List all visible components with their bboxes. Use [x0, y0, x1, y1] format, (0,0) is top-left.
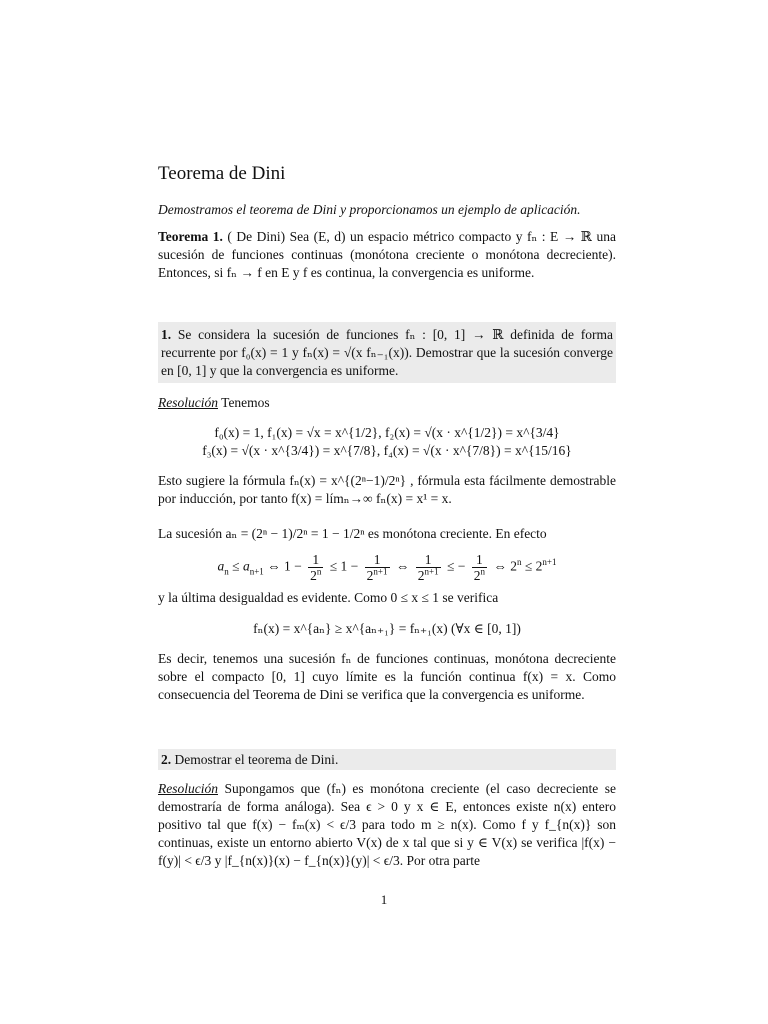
paragraph-conclusion: Es decir, tenemos una sucesión fₙ de funciones continuas, monótona decreciente sobre el compacto [0, 1] cuyo límite es la función continua f(x) = x. Como consecuencia del Teorema de Dini se verifica que la convergencia es uniforme. — [158, 651, 616, 702]
document-abstract: Demostramos el teorema de Dini y proporcionamos un ejemplo de aplicación. — [158, 202, 581, 217]
equation-f0-f2: f₀(x) = 1, f₁(x) = √x = x^{1/2}, f₂(x) = √(x · x^{1/2}) = x^{3/4} — [214, 425, 560, 440]
resolution-1-label: Resolución — [158, 395, 218, 410]
problem-2-box — [158, 749, 616, 770]
problem-1-text: Se considera la sucesión de funciones fₙ : [0, 1] → ℝ definida de forma recurrente por f₀(x) = 1 y fₙ(x) = √(x fₙ₋₁(x)). Demostrar que la sucesión converge en [0, 1] y que la convergencia es uniforme. — [161, 327, 613, 378]
paragraph-last-inequality: y la última desigualdad es evidente. Como 0 ≤ x ≤ 1 se verifica — [158, 590, 499, 605]
problem-2-text: Demostrar el teorema de Dini. — [174, 752, 339, 767]
equation-decreasing: fₙ(x) = x^{aₙ} ≥ x^{aₙ₊₁} = fₙ₊₁(x) (∀x ∈ [0, 1]) — [253, 621, 521, 636]
resolution-2-text: Supongamos que (fₙ) es monótona creciente (el caso decreciente se demostraría de forma análoga). Sea ϵ > 0 y x ∈ E, entonces existe n(x) entero positivo tal que f(x) − fₘ(x) < ϵ/3 para todo m ≥ n(x). Como f y f_{n(x)} son continuas, existe un entorno abierto V(x) de x tal que si y ∈ V(x) se verifica |f(x) − f(y)| < ϵ/3 y |f_{n(x)}(x) − f_{n(x)}(y)| < ϵ/3. Por otra parte — [158, 781, 617, 868]
problem-1-box — [158, 322, 616, 383]
theorem-label: Teorema 1. — [158, 229, 223, 244]
resolution-1-intro-text: Tenemos — [221, 395, 270, 410]
resolution-2-label: Resolución — [158, 781, 218, 796]
resolution-1-intro — [158, 394, 616, 412]
resolution-2-block — [158, 780, 616, 870]
paragraph-sequence: La sucesión aₙ = (2ⁿ − 1)/2ⁿ = 1 − 1/2ⁿ es monótona creciente. En efecto — [158, 526, 547, 541]
page-number: 1 — [380, 892, 388, 907]
document-title: Teorema de Dini — [158, 163, 286, 184]
paragraph-formula: Esto sugiere la fórmula fₙ(x) = x^{(2ⁿ−1)/2ⁿ} , fórmula esta fácilmente demostrable por inducción, por tanto f(x) = límₙ→∞ fₙ(x) = x¹ = x. — [158, 473, 616, 506]
problem-1-number: 1. — [161, 327, 172, 342]
equation-monotone-chain: $a_n \le a_{n+1}$ ⇔ 1 − $\frac{1}{2^n}$ ≤ 1 − $\frac{1}{2^{n+1}}$ ⇔ $\frac{1}{2^{n+1}}$ ≤ − $\frac{1}{2^n}$ ⇔ $2^n \le 2^{n+1}$ — [217, 552, 557, 583]
theorem-text: ( De Dini) Sea (E, d) un espacio métrico compacto y fₙ : E → ℝ una sucesión de funciones continuas (monótona creciente o monótona decreciente). Entonces, si fₙ → f en E y f es continua, la convergencia es uniforme. — [158, 229, 617, 280]
theorem-block — [158, 228, 616, 282]
problem-2-number: 2. — [161, 752, 172, 767]
equation-f3-f4: f₃(x) = √(x · x^{3/4}) = x^{7/8}, f₄(x) = √(x · x^{7/8}) = x^{15/16} — [202, 443, 572, 458]
